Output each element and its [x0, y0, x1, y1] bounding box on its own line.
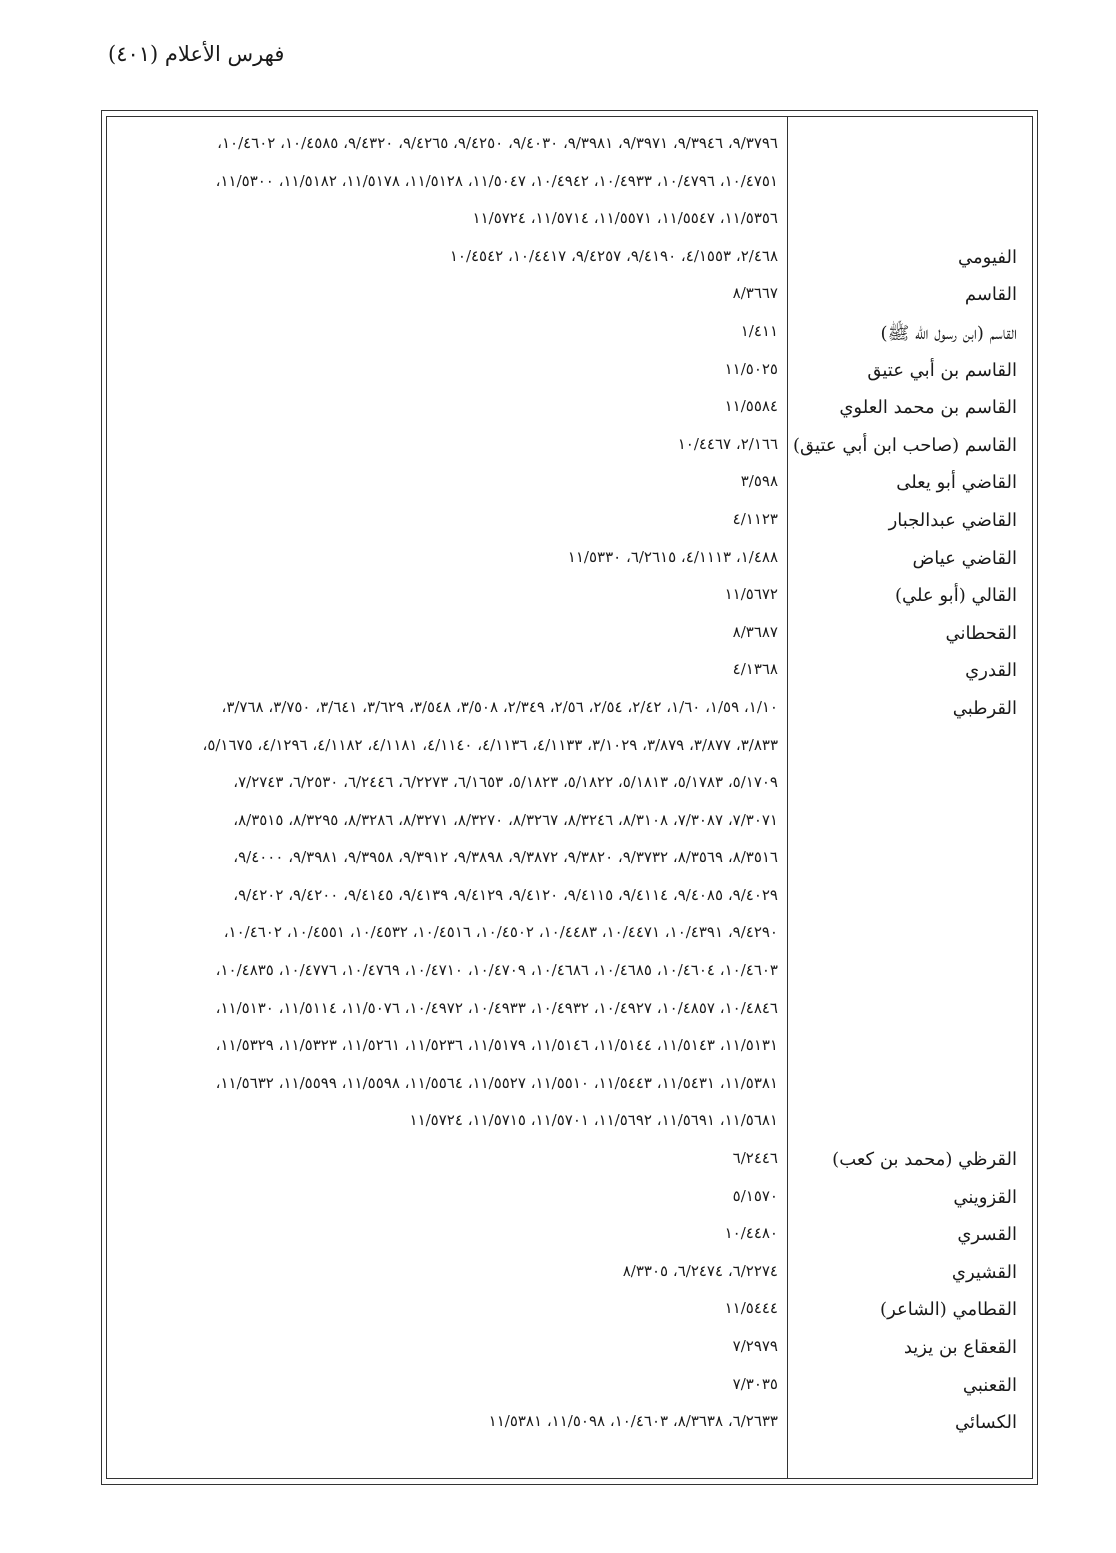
index-line	[106, 166, 1033, 204]
index-line	[106, 504, 1033, 542]
entry-references: ٦/٢٢٧٤، ٦/٢٤٧٤، ٨/٣٣٠٥	[622, 1261, 778, 1280]
entry-references: ٢/٤٦٨، ٤/١٥٥٣، ٩/٤١٩٠، ٩/٤٢٥٧، ١٠/٤٤١٧، ١٠/٤٥٤٢	[449, 246, 778, 265]
index-line	[106, 1369, 1033, 1407]
entry-name: القزويني	[953, 1186, 1017, 1208]
entry-references: ١١/٥٦٧٢	[724, 585, 778, 604]
entry-references: ٣/٨٣٣، ٣/٨٧٧، ٣/٨٧٩، ٣/١٠٢٩، ٤/١١٣٣، ٤/١١٣٦، ٤/١١٤٠، ٤/١١٨١، ٤/١١٨٢، ٤/١٢٩٦، ٥/١٦٧٥،	[202, 735, 778, 754]
entry-name: القاسم	[964, 284, 1017, 306]
entry-name: القشيري	[951, 1261, 1017, 1283]
entry-name: القعنبي	[962, 1374, 1017, 1396]
entry-name: القرطبي	[952, 697, 1017, 719]
entry-references: ٩/٣٧٩٦، ٩/٣٩٤٦، ٩/٣٩٧١، ٩/٣٩٨١، ٩/٤٠٣٠، ٩/٤٢٥٠، ٩/٤٢٦٥، ٩/٤٣٢٠، ١٠/٤٥٨٥، ١٠/٤٦٠٢،	[217, 134, 778, 152]
index-line	[106, 842, 1033, 880]
entry-name: القاضي عياض	[912, 547, 1017, 569]
entry-name: القسري	[957, 1224, 1017, 1246]
entry-name: القاسم بن أبي عتيق	[867, 359, 1017, 381]
entry-name: القحطاني	[945, 622, 1017, 644]
entry-name: القالي (أبو علي)	[894, 585, 1017, 607]
index-line	[106, 1406, 1033, 1444]
index-line	[106, 278, 1033, 316]
index-entries	[106, 128, 1033, 1444]
entry-references: ١/٤٨٨، ٤/١١١٣، ٦/٢٦١٥، ١١/٥٣٣٠	[567, 547, 778, 566]
index-line	[106, 767, 1033, 805]
entry-references: ١١/٥٦٨١، ١١/٥٦٩١، ١١/٥٦٩٢، ١١/٥٧٠١، ١١/٥٧١٥، ١١/٥٧٢٤	[409, 1111, 778, 1130]
entry-references: ١/١٠، ١/٥٩، ١/٦٠، ٢/٤٢، ٢/٥٤، ٢/٥٦، ٢/٣٤٩، ٣/٥٠٨، ٣/٥٤٨، ٣/٦٢٩، ٣/٦٤١، ٣/٧٥٠، ٣/٧٦٨،	[221, 697, 778, 716]
index-line	[106, 1143, 1033, 1181]
entry-name: القاسم (ابن رسول الله ﷺ)	[880, 322, 1017, 344]
page-header: فهرس الأعلام (٤٠١)	[108, 42, 285, 66]
entry-references: ٨/٣٦٨٧	[732, 622, 778, 641]
entry-name: القرظي (محمد بن كعب)	[832, 1149, 1017, 1171]
index-line	[106, 617, 1033, 655]
entry-references: ١١/٥٣٥٦، ١١/٥٥٤٧، ١١/٥٥٧١، ١١/٥٧١٤، ١١/٥٧٢٤	[472, 209, 778, 228]
index-line	[106, 466, 1033, 504]
entry-name: القاضي عبدالجبار	[888, 509, 1017, 531]
entry-name: القدري	[965, 660, 1017, 682]
index-line	[106, 354, 1033, 392]
entry-references: ٧/٣٠٣٥	[732, 1374, 778, 1393]
entry-references: ٩/٤٠٢٩، ٩/٤٠٨٥، ٩/٤١١٤، ٩/٤١١٥، ٩/٤١٢٠، ٩/٤١٢٩، ٩/٤١٣٩، ٩/٤١٤٥، ٩/٤٢٠٠، ٩/٤٢٠٢،	[233, 885, 778, 904]
index-line	[106, 880, 1033, 918]
entry-references: ١١/٥٠٢٥	[724, 359, 778, 378]
entry-references: ٥/١٧٠٩، ٥/١٧٨٣، ٥/١٨١٣، ٥/١٨٢٢، ٥/١٨٢٣، ٦/١٦٥٣، ٦/٢٢٧٣، ٦/٢٤٤٦، ٦/٢٥٣٠، ٧/٢٧٤٣،	[233, 773, 778, 792]
index-line	[106, 391, 1033, 429]
index-line	[106, 128, 1033, 166]
entry-references: ٣/٥٩٨	[740, 472, 778, 491]
entry-references: ٨/٣٥١٦، ٨/٣٥٦٩، ٩/٣٧٣٢، ٩/٣٨٢٠، ٩/٣٨٧٢، ٩/٣٨٩٨، ٩/٣٩١٢، ٩/٣٩٥٨، ٩/٣٩٨١، ٩/٤٠٠٠،	[233, 848, 778, 867]
entry-name: الكسائي	[955, 1412, 1017, 1434]
entry-references: ١٠/٤٤٨٠	[724, 1224, 778, 1243]
index-line	[106, 203, 1033, 241]
entry-references: ٤/١٣٦٨	[732, 660, 778, 679]
entry-references: ١٠/٤٧٥١، ١٠/٤٧٩٦، ١٠/٤٩٣٣، ١٠/٤٩٤٢، ١١/٥٠٤٧، ١١/٥١٢٨، ١١/٥١٧٨، ١١/٥١٨٢، ١١/٥٣٠٠،	[215, 171, 778, 190]
entry-references: ٩/٤٢٩٠، ١٠/٤٣٩١، ١٠/٤٤٧١، ١٠/٤٤٨٣، ١٠/٤٥٠٢، ١٠/٤٥١٦، ١٠/٤٥٣٢، ١٠/٤٥٥١، ١٠/٤٦٠٢،	[223, 923, 778, 942]
entry-name: القاضي أبو يعلى	[896, 472, 1017, 494]
index-line	[106, 1105, 1033, 1143]
index-line	[106, 917, 1033, 955]
index-line	[106, 579, 1033, 617]
entry-references: ١٠/٤٦٠٣، ١٠/٤٦٠٤، ١٠/٤٦٨٥، ١٠/٤٦٨٦، ١٠/٤٧٠٩، ١٠/٤٧١٠، ١٠/٤٧٦٩، ١٠/٤٧٧٦، ١٠/٤٨٣٥،	[215, 961, 778, 980]
entry-references: ٦/٢٦٣٣، ٨/٣٦٣٨، ١٠/٤٦٠٣، ١١/٥٠٩٨، ١١/٥٣٨١	[488, 1412, 778, 1431]
index-line	[106, 654, 1033, 692]
entry-name: الفيومي	[958, 246, 1017, 268]
index-line	[106, 1181, 1033, 1219]
entry-references: ٨/٣٦٦٧	[732, 284, 778, 303]
entry-references: ١١/٥٥٨٤	[724, 397, 778, 416]
entry-references: ١١/٥٤٤٤	[724, 1299, 778, 1318]
index-line	[106, 429, 1033, 467]
index-line	[106, 241, 1033, 279]
entry-references: ٧/٢٩٧٩	[732, 1337, 778, 1355]
entry-name: القاسم بن محمد العلوي	[839, 397, 1017, 419]
index-line	[106, 1293, 1033, 1331]
index-line	[106, 1068, 1033, 1106]
entry-references: ١/٤١١	[740, 321, 778, 340]
index-line	[106, 316, 1033, 354]
index-line	[106, 805, 1033, 843]
index-line	[106, 1030, 1033, 1068]
index-line	[106, 730, 1033, 768]
entry-references: ٥/١٥٧٠	[732, 1186, 778, 1205]
index-line	[106, 955, 1033, 993]
entry-name: القطامي (الشاعر)	[880, 1299, 1017, 1321]
entry-references: ٤/١١٢٣	[732, 509, 778, 528]
index-line	[106, 692, 1033, 730]
index-line	[106, 1256, 1033, 1294]
index-line	[106, 993, 1033, 1031]
index-line	[106, 542, 1033, 580]
entry-references: ٦/٢٤٤٦	[732, 1149, 778, 1168]
entry-references: ٢/١٦٦، ١٠/٤٤٦٧	[677, 434, 778, 453]
index-line	[106, 1218, 1033, 1256]
index-line	[106, 1331, 1033, 1369]
entry-references: ٧/٣٠٧١، ٧/٣٠٨٧، ٨/٣١٠٨، ٨/٣٢٤٦، ٨/٣٢٦٧، ٨/٣٢٧٠، ٨/٣٢٧١، ٨/٣٢٨٦، ٨/٣٢٩٥، ٨/٣٥١٥،	[233, 810, 778, 829]
entry-references: ١٠/٤٨٤٦، ١٠/٤٨٥٧، ١٠/٤٩٢٧، ١٠/٤٩٣٢، ١٠/٤٩٣٣، ١٠/٤٩٧٢، ١١/٥٠٧٦، ١١/٥١١٤، ١١/٥١٣٠،	[215, 998, 778, 1017]
entry-references: ١١/٥١٣١، ١١/٥١٤٣، ١١/٥١٤٤، ١١/٥١٤٦، ١١/٥١٧٩، ١١/٥٢٣٦، ١١/٥٢٦١، ١١/٥٣٢٣، ١١/٥٣٢٩،	[215, 1036, 778, 1055]
entry-references: ١١/٥٣٨١، ١١/٥٤٣١، ١١/٥٤٤٣، ١١/٥٥١٠، ١١/٥٥٢٧، ١١/٥٥٦٤، ١١/٥٥٩٨، ١١/٥٥٩٩، ١١/٥٦٣٢،	[215, 1073, 778, 1092]
entry-name: القعقاع بن يزيد	[903, 1337, 1017, 1358]
entry-name: القاسم (صاحب ابن أبي عتيق)	[793, 434, 1017, 456]
